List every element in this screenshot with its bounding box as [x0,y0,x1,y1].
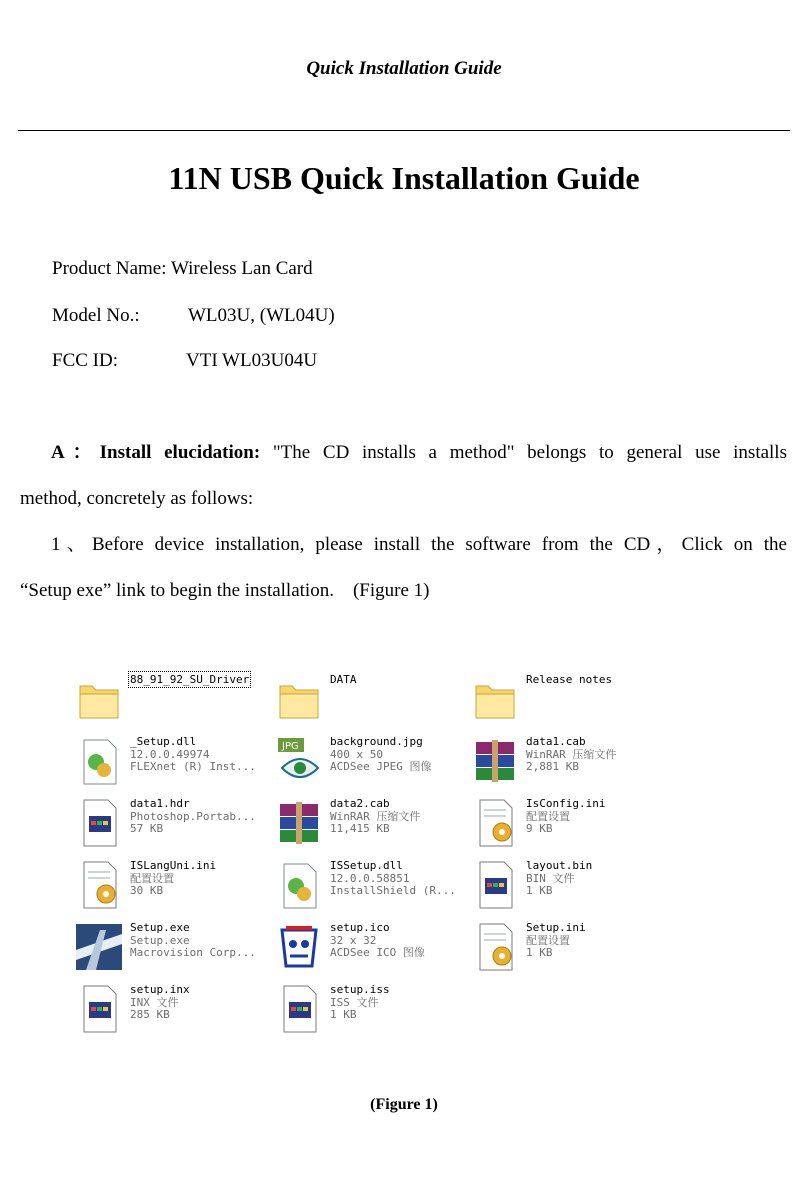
generic-file-icon [472,858,518,912]
file-name: ISSetup.dll [330,859,403,872]
file-name: setup.inx [130,983,190,996]
winrar-icon [276,796,322,850]
file-name: Release notes [526,673,613,686]
document-title: 11N USB Quick Installation Guide [168,160,640,196]
file-item-88-91-92-su-driver[interactable] [72,668,268,730]
model-value: WL03U, (WL04U) [188,305,335,326]
file-item-isconfig-ini[interactable] [468,792,664,854]
file-name: Setup.exe [130,921,190,934]
file-type: 12.0.0.49974 [130,747,210,761]
file-size: 1 KB [526,946,553,959]
file-name: setup.ico [330,921,390,934]
file-name: _Setup.dll [130,735,197,748]
file-type: INX 文件 [130,995,179,1009]
file-type: 配置设置 [130,871,174,885]
file-name: layout.bin [526,859,593,872]
model-line [52,305,335,327]
step-1-line-1: 1、Before device installation, please install the software from the CD，Click on the [51,534,787,555]
file-type: 配置设置 [526,809,570,823]
file-size: 285 KB [130,1008,170,1021]
file-size: 1 KB [526,884,553,897]
header-divider [18,130,790,131]
file-name: 88_91_92_SU_Driver [130,673,250,686]
svg-text:JPG: JPG [282,741,299,752]
file-name: Setup.ini [526,921,586,934]
setup-exe-icon [76,920,122,974]
file-item-setup-iss[interactable] [272,978,468,1040]
file-item-release-notes[interactable] [468,668,664,730]
config-ini-icon [472,796,518,850]
file-type: Setup.exe [130,933,190,947]
file-item-data1-cab[interactable] [468,730,664,792]
file-item-islanguni-ini[interactable] [72,854,268,916]
file-name: data1.cab [526,735,586,748]
running-header: Quick Installation Guide [306,58,502,79]
file-item-layout-bin[interactable] [468,854,664,916]
generic-file-icon [276,982,322,1036]
file-item-setup-ico[interactable] [272,916,468,978]
section-a-heading: A：Install elucidation: [51,442,261,463]
file-explorer-screenshot [72,668,672,1048]
file-size: 2,881 KB [526,760,579,773]
file-size: 57 KB [130,822,164,835]
file-item-setup-dll[interactable] [72,730,268,792]
file-name: data1.hdr [130,797,190,810]
section-a-paragraph [20,430,787,522]
ico-icon [276,920,322,974]
file-size: 11,415 KB [330,822,390,835]
file-type: BIN 文件 [526,871,575,885]
figure-caption: (Figure 1) [370,1096,438,1113]
file-type: ISS 文件 [330,995,379,1009]
file-size: 30 KB [130,884,164,897]
file-item-background-jpg[interactable] [272,730,468,792]
file-type: Photoshop.Portab... [130,809,256,823]
section-a-line-2: method, concretely as follows: [20,488,254,509]
folder-icon [276,672,322,726]
product-name-label: Product Name: [52,258,167,279]
file-item-issetup-dll[interactable] [272,854,468,916]
config-ini-icon [472,920,518,974]
file-type: 12.0.0.58851 [330,871,410,885]
file-name: data2.cab [330,797,390,810]
file-item-setup-exe[interactable] [72,916,268,978]
file-type: 配置设置 [526,933,570,947]
file-item-data2-cab[interactable] [272,792,468,854]
file-type: WinRAR 压缩文件 [526,747,617,761]
file-size: 1 KB [330,1008,357,1021]
file-size: InstallShield (R... [330,884,456,897]
file-size: ACDSee ICO 图像 [330,946,425,959]
config-ini-icon [76,858,122,912]
fcc-label: FCC ID: [52,350,118,371]
file-name: setup.iss [330,983,390,996]
fcc-value: VTI WL03U04U [186,350,318,371]
product-name-value: Wireless Lan Card [170,258,313,279]
file-item-data1-hdr[interactable] [72,792,268,854]
file-type: WinRAR 压缩文件 [330,809,421,823]
dll-icon [76,734,122,788]
file-item-setup-inx[interactable] [72,978,268,1040]
file-name: background.jpg [330,735,423,748]
product-name-line [52,258,313,280]
winrar-icon [472,734,518,788]
file-type: 400 x 50 [330,747,383,761]
model-label: Model No.: [52,305,140,326]
file-name: IsConfig.ini [526,797,606,810]
file-item-setup-ini[interactable] [468,916,664,978]
file-size: FLEXnet (R) Inst... [130,760,256,773]
file-size: 9 KB [526,822,553,835]
jpg-icon [276,734,322,788]
section-a-text-1: "The CD installs a method" belongs to general use installs [260,442,787,463]
folder-icon [472,672,518,726]
folder-icon [76,672,122,726]
generic-file-icon [76,982,122,1036]
step-1-paragraph [20,522,787,614]
file-type: 32 x 32 [330,933,377,947]
fcc-line [52,350,318,372]
file-size: ACDSee JPEG 图像 [330,760,432,773]
generic-file-icon [76,796,122,850]
file-item-data-folder[interactable] [272,668,468,730]
file-size: Macrovision Corp... [130,946,256,959]
section-a-line-1 [20,430,787,476]
step-1-line-2: “Setup exe” link to begin the installation. (Figure 1) [20,580,430,601]
dll-icon [276,858,322,912]
file-name: DATA [330,673,357,686]
file-name: ISLangUni.ini [130,859,217,872]
